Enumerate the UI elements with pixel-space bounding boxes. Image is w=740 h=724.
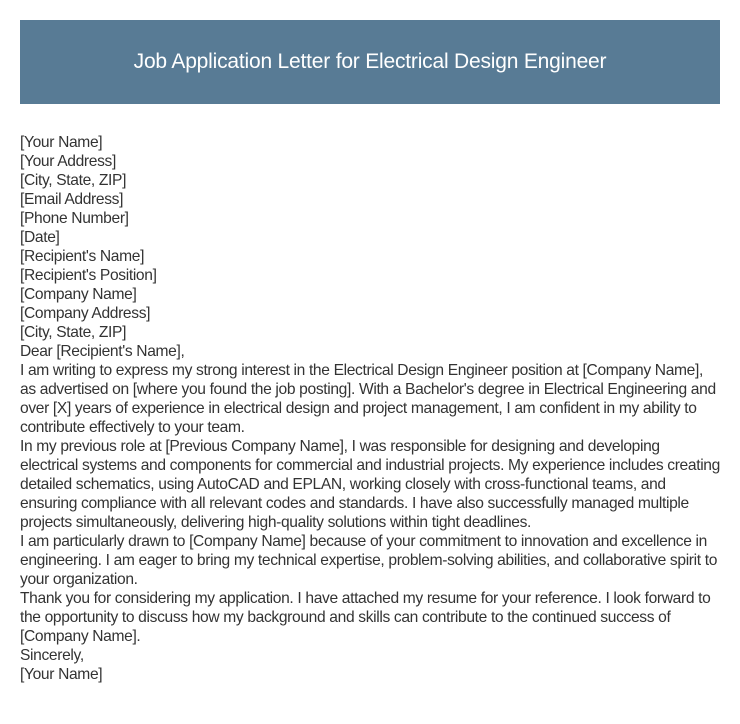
sender-email: [Email Address] [20, 191, 124, 208]
letter-date: [Date] [20, 229, 60, 246]
sender-address: [Your Address] [20, 153, 116, 170]
recipient-company-address: [Company Address] [20, 305, 151, 322]
paragraph-motivation: I am particularly drawn to [Company Name] because of your commitment to innovation and excellence in engineering. I am eager to bring my technical expertise, problem-solving abilities, and collaborative spirit to your organization. [20, 533, 718, 588]
paragraph-closing: Thank you for considering my application. I have attached my resume for your reference. I look forward to the opportunity to discuss how my background and skills can contribute to the continued success of [Company Name]. [20, 590, 711, 645]
title-banner [20, 20, 720, 104]
closing: Sincerely, [20, 647, 84, 664]
sender-city-state-zip: [City, State, ZIP] [20, 172, 127, 189]
sender-phone: [Phone Number] [20, 210, 129, 227]
sender-name: [Your Name] [20, 134, 103, 151]
recipient-position: [Recipient's Position] [20, 267, 157, 284]
salutation: Dear [Recipient's Name], [20, 343, 185, 360]
recipient-city-state-zip: [City, State, ZIP] [20, 324, 127, 341]
letter-body [20, 133, 720, 684]
page-title: Job Application Letter for Electrical Design Engineer [133, 50, 607, 73]
paragraph-intro: I am writing to express my strong interest in the Electrical Design Engineer position at [Company Name], as advertised on [where you found the job posting]. With a Bachelor's degree in Electrical Engineering and over [X] years of experience in electrical design and project management, I am confident in my ability to contribute effectively to your team. [20, 362, 716, 436]
recipient-name: [Recipient's Name] [20, 248, 145, 265]
signature: [Your Name] [20, 666, 103, 683]
paragraph-experience: In my previous role at [Previous Company Name], I was responsible for designing and developing electrical systems and components for commercial and industrial projects. My experience includes creating detailed schematics, using AutoCAD and EPLAN, working closely with cross-functional teams, and ensuring compliance with all relevant codes and standards. I have also successfully managed multiple projects simultaneously, delivering high-quality solutions within tight deadlines. [20, 438, 720, 531]
recipient-company: [Company Name] [20, 286, 137, 303]
